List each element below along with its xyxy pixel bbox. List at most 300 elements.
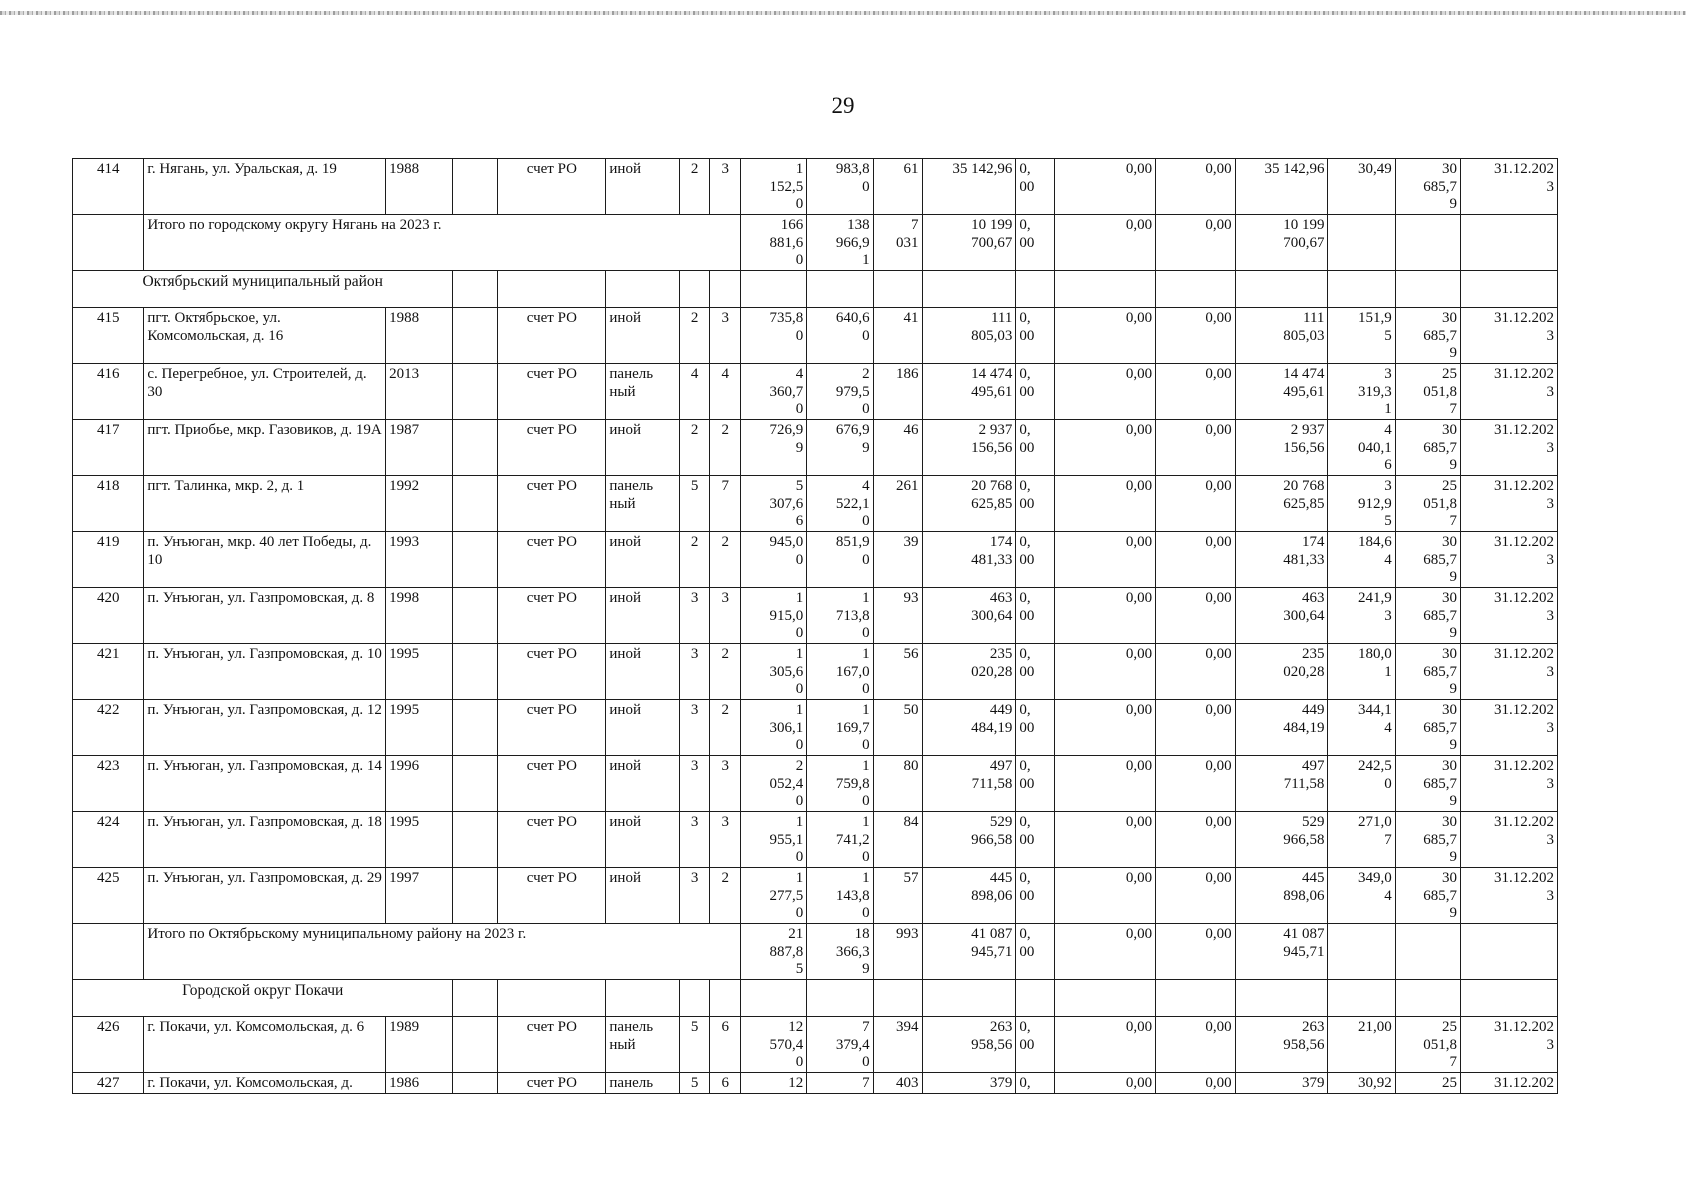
- floors-cell: 3: [679, 588, 710, 644]
- total-area-cell-line: 307,6: [769, 495, 804, 512]
- max-unit-cost-cell: [1395, 532, 1460, 588]
- total-area-cell: [741, 159, 807, 215]
- subtotal-living-area-cell-line: 966,9: [835, 234, 870, 251]
- entrances-cell: 2: [710, 700, 741, 756]
- floors-cell: 3: [679, 644, 710, 700]
- total-area-cell: [741, 420, 807, 476]
- fund-zero-cell-line: 00: [1019, 178, 1035, 195]
- max-unit-cost-cell: [1395, 476, 1460, 532]
- build-year-cell: 1988: [386, 308, 453, 364]
- living-area-cell: [807, 644, 873, 700]
- unit-cost-cell-line: 5: [1384, 327, 1392, 344]
- row-number-cell: 421: [73, 644, 144, 700]
- wall-material-cell-line: иной: [609, 422, 641, 438]
- repair-cost-cell-line: 174: [989, 534, 1013, 550]
- residents-cell: 93: [873, 588, 922, 644]
- living-area-cell-line: 1: [862, 814, 870, 830]
- total-area-cell-line: 2: [795, 758, 804, 774]
- repair-cost-cell: [922, 700, 1016, 756]
- max-unit-cost-cell: [1395, 1017, 1460, 1073]
- max-unit-cost-cell-line: 25: [1442, 1019, 1458, 1035]
- address-cell: с. Перегребное, ул. Строителей, д. 30: [144, 364, 386, 420]
- max-unit-cost-cell-line: 25: [1442, 366, 1458, 382]
- owners-funds-cell: [1235, 644, 1328, 700]
- unit-cost-cell-line: 30,49: [1358, 161, 1392, 177]
- subtotal-total-area-cell: [741, 215, 807, 271]
- repair-cost-cell-line: 2 937: [978, 422, 1013, 438]
- deadline-cell: [1461, 588, 1558, 644]
- living-area-cell: [807, 532, 873, 588]
- subtotal-local-budget-cell: 0,00: [1156, 924, 1236, 980]
- owners-funds-cell-line: 805,03: [1283, 327, 1325, 344]
- entrances-cell: 6: [710, 1073, 741, 1094]
- residents-cell: 80: [873, 756, 922, 812]
- subtotal-owners-funds-cell-line: 700,67: [1283, 234, 1325, 251]
- budget-cell: 0,00: [1055, 420, 1156, 476]
- subtotal-total-area-cell-line: 21: [788, 926, 804, 942]
- repair-cost-cell-line: 898,06: [971, 887, 1013, 904]
- owners-funds-cell: [1235, 532, 1328, 588]
- max-unit-cost-cell-line: 685,7: [1423, 551, 1458, 568]
- empty-cell: [1395, 271, 1460, 308]
- deadline-cell-line: 31.12.202: [1494, 478, 1554, 494]
- build-year-cell: 1992: [386, 476, 453, 532]
- max-unit-cost-cell-line: 7: [1449, 1054, 1458, 1070]
- max-unit-cost-cell: [1395, 700, 1460, 756]
- subtotal-living-area-cell-line: 1: [862, 252, 870, 268]
- fund-zero-cell: [1016, 1017, 1055, 1073]
- repair-cost-cell-line: 111: [990, 310, 1013, 326]
- budget-cell: 0,00: [1055, 308, 1156, 364]
- total-area-cell-line: 0: [795, 401, 804, 417]
- subtotal-repair-cost-cell-line: 945,71: [971, 943, 1013, 960]
- floors-cell: 3: [679, 812, 710, 868]
- max-unit-cost-cell-line: 9: [1449, 345, 1458, 361]
- empty-cell: [807, 271, 873, 308]
- owners-funds-cell-line: 20 768: [1283, 478, 1325, 494]
- owners-funds-cell: [1235, 756, 1328, 812]
- total-area-cell-line: 6: [795, 513, 804, 529]
- deadline-cell-line: 3: [1546, 383, 1554, 400]
- unit-cost-cell-line: 241,9: [1358, 590, 1392, 606]
- total-area-cell: [741, 868, 807, 924]
- wall-material-cell-line: иной: [609, 161, 641, 177]
- residents-cell: 56: [873, 644, 922, 700]
- unit-cost-cell: [1328, 644, 1395, 700]
- total-area-cell-line: 4: [795, 366, 804, 382]
- entrances-cell: 3: [710, 308, 741, 364]
- max-unit-cost-cell-line: 30: [1442, 161, 1458, 177]
- budget-cell: 0,00: [1055, 700, 1156, 756]
- total-area-cell-line: 0: [795, 551, 804, 568]
- repair-cost-cell: [922, 812, 1016, 868]
- fund-zero-cell: [1016, 420, 1055, 476]
- owners-funds-cell-line: 625,85: [1283, 495, 1325, 512]
- wall-material-cell-line: панель: [609, 1075, 654, 1091]
- total-area-cell-line: 0: [795, 196, 804, 212]
- empty-cell: [679, 980, 710, 1017]
- empty-cell: [1156, 980, 1236, 1017]
- blank-cell: [453, 476, 498, 532]
- owners-funds-cell: [1235, 868, 1328, 924]
- repair-cost-cell-line: 35 142,96: [952, 161, 1013, 177]
- empty-cell: [1461, 271, 1558, 308]
- unit-cost-cell-line: 4: [1384, 422, 1392, 438]
- subtotal-fund-zero-cell-line: 0,: [1019, 217, 1031, 233]
- living-area-cell-line: 759,8: [835, 775, 870, 792]
- build-year-cell: 1989: [386, 1017, 453, 1073]
- total-area-cell-line: 915,0: [769, 607, 804, 624]
- owners-funds-cell-line: 235: [1301, 646, 1325, 662]
- unit-cost-cell-line: 1: [1384, 663, 1392, 680]
- unit-cost-cell-line: 3: [1384, 478, 1392, 494]
- repair-cost-cell-line: 20 768: [971, 478, 1013, 494]
- address-cell: пгт. Октябрьское, ул. Комсомольская, д. 16: [144, 308, 386, 364]
- repair-cost-cell-line: 156,56: [971, 439, 1013, 456]
- table-row: [73, 1073, 1558, 1094]
- unit-cost-cell: [1328, 588, 1395, 644]
- blank-cell: [453, 420, 498, 476]
- fund-zero-cell-line: 00: [1019, 1036, 1035, 1053]
- living-area-cell-line: 0: [862, 681, 870, 697]
- subtotal-row: [73, 924, 1558, 980]
- total-area-cell-line: 0: [795, 849, 804, 865]
- owners-funds-cell: [1235, 700, 1328, 756]
- wall-material-cell-line: иной: [609, 534, 641, 550]
- living-area-cell-line: 851,9: [835, 534, 870, 550]
- table-row: [73, 308, 1558, 364]
- empty-cell: [1461, 980, 1558, 1017]
- wall-material-cell: [606, 364, 679, 420]
- wall-material-cell-line: ный: [609, 1036, 636, 1053]
- total-area-cell: [741, 812, 807, 868]
- repair-cost-cell-line: 481,33: [971, 551, 1013, 568]
- total-area-cell-line: 945,0: [769, 534, 804, 550]
- total-area-cell: [741, 756, 807, 812]
- blank-cell: [453, 308, 498, 364]
- fund-zero-cell-line: 0,: [1019, 534, 1031, 550]
- build-year-cell: 1998: [386, 588, 453, 644]
- repair-cost-cell-line: 235: [989, 646, 1013, 662]
- repair-cost-cell-line: 263: [989, 1019, 1013, 1035]
- local-budget-cell: 0,00: [1156, 588, 1236, 644]
- total-area-cell-line: 0: [795, 793, 804, 809]
- local-budget-cell: 0,00: [1156, 1073, 1236, 1094]
- living-area-cell-line: 7: [862, 1019, 870, 1035]
- fund-account-cell: счет РО: [498, 588, 606, 644]
- blank-cell: [453, 756, 498, 812]
- living-area-cell: [807, 420, 873, 476]
- max-unit-cost-cell-line: 30: [1442, 646, 1458, 662]
- repair-cost-cell-line: 625,85: [971, 495, 1013, 512]
- max-unit-cost-cell-line: 25: [1442, 478, 1458, 494]
- owners-funds-cell: [1235, 159, 1328, 215]
- local-budget-cell: 0,00: [1156, 812, 1236, 868]
- floors-cell: 3: [679, 700, 710, 756]
- owners-funds-cell-line: 263: [1301, 1019, 1325, 1035]
- subtotal-label: Итого по городскому округу Нягань на 2023 г.: [144, 215, 741, 271]
- empty-cell: [922, 980, 1016, 1017]
- empty-cell: [73, 215, 144, 271]
- fund-account-cell: счет РО: [498, 476, 606, 532]
- blank-cell: [453, 532, 498, 588]
- living-area-cell-line: 0: [862, 849, 870, 865]
- fund-zero-cell: [1016, 756, 1055, 812]
- living-area-cell-line: 4: [862, 478, 870, 494]
- total-area-cell-line: 306,1: [769, 719, 804, 736]
- max-unit-cost-cell: [1395, 364, 1460, 420]
- local-budget-cell: 0,00: [1156, 159, 1236, 215]
- section-header-row: [73, 980, 1558, 1017]
- blank-cell: [453, 812, 498, 868]
- deadline-cell-line: 3: [1546, 775, 1554, 792]
- empty-cell: [807, 980, 873, 1017]
- empty-cell: [453, 980, 498, 1017]
- owners-funds-cell: [1235, 1073, 1328, 1094]
- fund-account-cell: счет РО: [498, 700, 606, 756]
- wall-material-cell-line: иной: [609, 310, 641, 326]
- deadline-cell-line: 3: [1546, 1036, 1554, 1053]
- deadline-cell: [1461, 1073, 1558, 1094]
- empty-cell: [73, 924, 144, 980]
- owners-funds-cell: [1235, 364, 1328, 420]
- repair-cost-cell-line: 711,58: [971, 775, 1013, 792]
- owners-funds-cell-line: 463: [1301, 590, 1325, 606]
- subtotal-residents-cell: [873, 924, 922, 980]
- unit-cost-cell: [1328, 1017, 1395, 1073]
- unit-cost-cell-line: 5: [1384, 513, 1392, 529]
- address-cell: п. Унъюган, мкр. 40 лет Победы, д. 10: [144, 532, 386, 588]
- table-row: [73, 644, 1558, 700]
- max-unit-cost-cell-line: 9: [1449, 737, 1458, 753]
- residents-cell: 50: [873, 700, 922, 756]
- fund-zero-cell-line: 00: [1019, 887, 1035, 904]
- unit-cost-cell-line: 319,3: [1358, 383, 1392, 400]
- living-area-cell: [807, 868, 873, 924]
- living-area-cell-line: 0: [862, 625, 870, 641]
- deadline-cell-line: 3: [1546, 495, 1554, 512]
- unit-cost-cell: [1328, 476, 1395, 532]
- max-unit-cost-cell-line: 30: [1442, 758, 1458, 774]
- repair-cost-cell-line: 495,61: [971, 383, 1013, 400]
- total-area-cell-line: 0: [795, 625, 804, 641]
- address-cell: п. Унъюган, ул. Газпромовская, д. 14: [144, 756, 386, 812]
- scan-edge: [0, 11, 1686, 15]
- max-unit-cost-cell: [1395, 159, 1460, 215]
- floors-cell: 4: [679, 364, 710, 420]
- subtotal-living-area-cell-line: 18: [854, 926, 870, 942]
- max-unit-cost-cell-line: 9: [1449, 196, 1458, 212]
- total-area-cell-line: 1: [795, 646, 804, 662]
- fund-zero-cell: [1016, 308, 1055, 364]
- residents-cell: 41: [873, 308, 922, 364]
- fund-zero-cell-line: 00: [1019, 439, 1035, 456]
- living-area-cell-line: 0: [862, 793, 870, 809]
- residents-cell: 186: [873, 364, 922, 420]
- build-year-cell: 2013: [386, 364, 453, 420]
- row-number-cell: 425: [73, 868, 144, 924]
- empty-cell: [1016, 980, 1055, 1017]
- page-number: 29: [831, 93, 855, 118]
- wall-material-cell-line: иной: [609, 758, 641, 774]
- fund-zero-cell-line: 0,: [1019, 702, 1031, 718]
- repair-cost-cell: [922, 756, 1016, 812]
- build-year-cell: 1997: [386, 868, 453, 924]
- address-cell: г. Покачи, ул. Комсомольская, д.: [144, 1073, 386, 1094]
- fund-zero-cell: [1016, 364, 1055, 420]
- fund-account-cell: счет РО: [498, 1073, 606, 1094]
- unit-cost-cell-line: 4: [1384, 551, 1392, 568]
- owners-funds-cell-line: 174: [1301, 534, 1325, 550]
- living-area-cell-line: 1: [862, 702, 870, 718]
- fund-zero-cell-line: 00: [1019, 775, 1035, 792]
- row-number-cell: 417: [73, 420, 144, 476]
- owners-funds-cell: [1235, 420, 1328, 476]
- repair-cost-cell: [922, 588, 1016, 644]
- empty-cell: [1156, 271, 1236, 308]
- entrances-cell: 3: [710, 812, 741, 868]
- max-unit-cost-cell: [1395, 868, 1460, 924]
- local-budget-cell: 0,00: [1156, 756, 1236, 812]
- unit-cost-cell-line: 271,0: [1358, 814, 1392, 830]
- repair-cost-cell-line: 497: [989, 758, 1013, 774]
- empty-cell: [606, 980, 679, 1017]
- wall-material-cell-line: иной: [609, 646, 641, 662]
- living-area-cell-line: 1: [862, 646, 870, 662]
- housing-register-table: [72, 158, 1558, 1094]
- max-unit-cost-cell-line: 685,7: [1423, 719, 1458, 736]
- table-row: [73, 812, 1558, 868]
- repair-cost-cell: [922, 644, 1016, 700]
- owners-funds-cell-line: 958,56: [1283, 1036, 1325, 1053]
- fund-zero-cell: [1016, 588, 1055, 644]
- table-row: [73, 420, 1558, 476]
- max-unit-cost-cell-line: 685,7: [1423, 327, 1458, 344]
- max-unit-cost-cell-line: 9: [1449, 457, 1458, 473]
- deadline-cell: [1461, 476, 1558, 532]
- living-area-cell-line: 0: [862, 551, 870, 568]
- fund-zero-cell-line: 0,: [1019, 758, 1031, 774]
- address-cell: п. Унъюган, ул. Газпромовская, д. 29: [144, 868, 386, 924]
- unit-cost-cell-line: 30,92: [1358, 1075, 1392, 1091]
- empty-cell: [710, 271, 741, 308]
- wall-material-cell-line: панель: [609, 366, 654, 382]
- residents-cell: 261: [873, 476, 922, 532]
- living-area-cell-line: 676,9: [835, 422, 870, 438]
- deadline-cell: [1461, 868, 1558, 924]
- deadline-cell: [1461, 756, 1558, 812]
- unit-cost-cell: [1328, 159, 1395, 215]
- empty-cell: [498, 271, 606, 308]
- deadline-cell-line: 31.12.202: [1494, 870, 1554, 886]
- living-area-cell-line: 979,5: [835, 383, 870, 400]
- fund-zero-cell-line: 00: [1019, 607, 1035, 624]
- deadline-cell-line: 31.12.202: [1494, 1019, 1554, 1035]
- empty-cell: [1461, 215, 1558, 271]
- max-unit-cost-cell-line: 9: [1449, 793, 1458, 809]
- entrances-cell: 2: [710, 420, 741, 476]
- deadline-cell-line: 3: [1546, 439, 1554, 456]
- subtotal-repair-cost-cell: [922, 924, 1016, 980]
- floors-cell: 2: [679, 532, 710, 588]
- local-budget-cell: 0,00: [1156, 700, 1236, 756]
- entrances-cell: 2: [710, 868, 741, 924]
- row-number-cell: 419: [73, 532, 144, 588]
- budget-cell: 0,00: [1055, 588, 1156, 644]
- empty-cell: [922, 271, 1016, 308]
- subtotal-total-area-cell-line: 887,8: [769, 943, 804, 960]
- entrances-cell: 2: [710, 644, 741, 700]
- living-area-cell: [807, 364, 873, 420]
- living-area-cell-line: 983,8: [835, 161, 870, 177]
- subtotal-living-area-cell: [807, 215, 873, 271]
- subtotal-living-area-cell-line: 366,3: [835, 943, 870, 960]
- max-unit-cost-cell-line: 685,7: [1423, 775, 1458, 792]
- total-area-cell-line: 0: [795, 737, 804, 753]
- living-area-cell-line: 0: [862, 737, 870, 753]
- empty-cell: [1235, 271, 1328, 308]
- empty-cell: [1055, 980, 1156, 1017]
- repair-cost-cell: [922, 364, 1016, 420]
- fund-zero-cell: [1016, 532, 1055, 588]
- total-area-cell: [741, 1017, 807, 1073]
- unit-cost-cell-line: 151,9: [1358, 310, 1392, 326]
- total-area-cell-line: 9: [795, 439, 804, 456]
- section-header-row: [73, 271, 1558, 308]
- fund-zero-cell-line: 0,: [1019, 1075, 1031, 1091]
- max-unit-cost-cell-line: 30: [1442, 534, 1458, 550]
- build-year-cell: 1995: [386, 812, 453, 868]
- max-unit-cost-cell-line: 30: [1442, 310, 1458, 326]
- subtotal-row: [73, 215, 1558, 271]
- unit-cost-cell-line: 912,9: [1358, 495, 1392, 512]
- address-cell: п. Унъюган, ул. Газпромовская, д. 10: [144, 644, 386, 700]
- repair-cost-cell-line: 958,56: [971, 1036, 1013, 1053]
- total-area-cell: [741, 476, 807, 532]
- repair-cost-cell: [922, 159, 1016, 215]
- fund-zero-cell-line: 0,: [1019, 646, 1031, 662]
- build-year-cell: 1995: [386, 700, 453, 756]
- unit-cost-cell: [1328, 1073, 1395, 1094]
- wall-material-cell: [606, 476, 679, 532]
- unit-cost-cell: [1328, 756, 1395, 812]
- living-area-cell-line: 0: [862, 178, 870, 195]
- wall-material-cell: [606, 308, 679, 364]
- subtotal-label: Итого по Октябрьскому муниципальному району на 2023 г.: [144, 924, 741, 980]
- total-area-cell-line: 052,4: [769, 775, 804, 792]
- owners-funds-cell: [1235, 476, 1328, 532]
- deadline-cell-line: 3: [1546, 551, 1554, 568]
- repair-cost-cell-line: 449: [989, 702, 1013, 718]
- wall-material-cell: [606, 588, 679, 644]
- living-area-cell-line: 379,4: [835, 1036, 870, 1053]
- blank-cell: [453, 364, 498, 420]
- address-cell: г. Покачи, ул. Комсомольская, д. 6: [144, 1017, 386, 1073]
- subtotal-owners-funds-cell-line: 945,71: [1283, 943, 1325, 960]
- max-unit-cost-cell-line: 9: [1449, 681, 1458, 697]
- fund-zero-cell-line: 0,: [1019, 814, 1031, 830]
- blank-cell: [453, 868, 498, 924]
- total-area-cell-line: 570,4: [769, 1036, 804, 1053]
- table-row: [73, 476, 1558, 532]
- unit-cost-cell-line: 3: [1384, 607, 1392, 624]
- subtotal-owners-funds-cell: [1235, 924, 1328, 980]
- address-cell: г. Нягань, ул. Уральская, д. 19: [144, 159, 386, 215]
- wall-material-cell-line: панель: [609, 478, 654, 494]
- address-cell: пгт. Талинка, мкр. 2, д. 1: [144, 476, 386, 532]
- unit-cost-cell-line: 040,1: [1358, 439, 1392, 456]
- fund-zero-cell: [1016, 700, 1055, 756]
